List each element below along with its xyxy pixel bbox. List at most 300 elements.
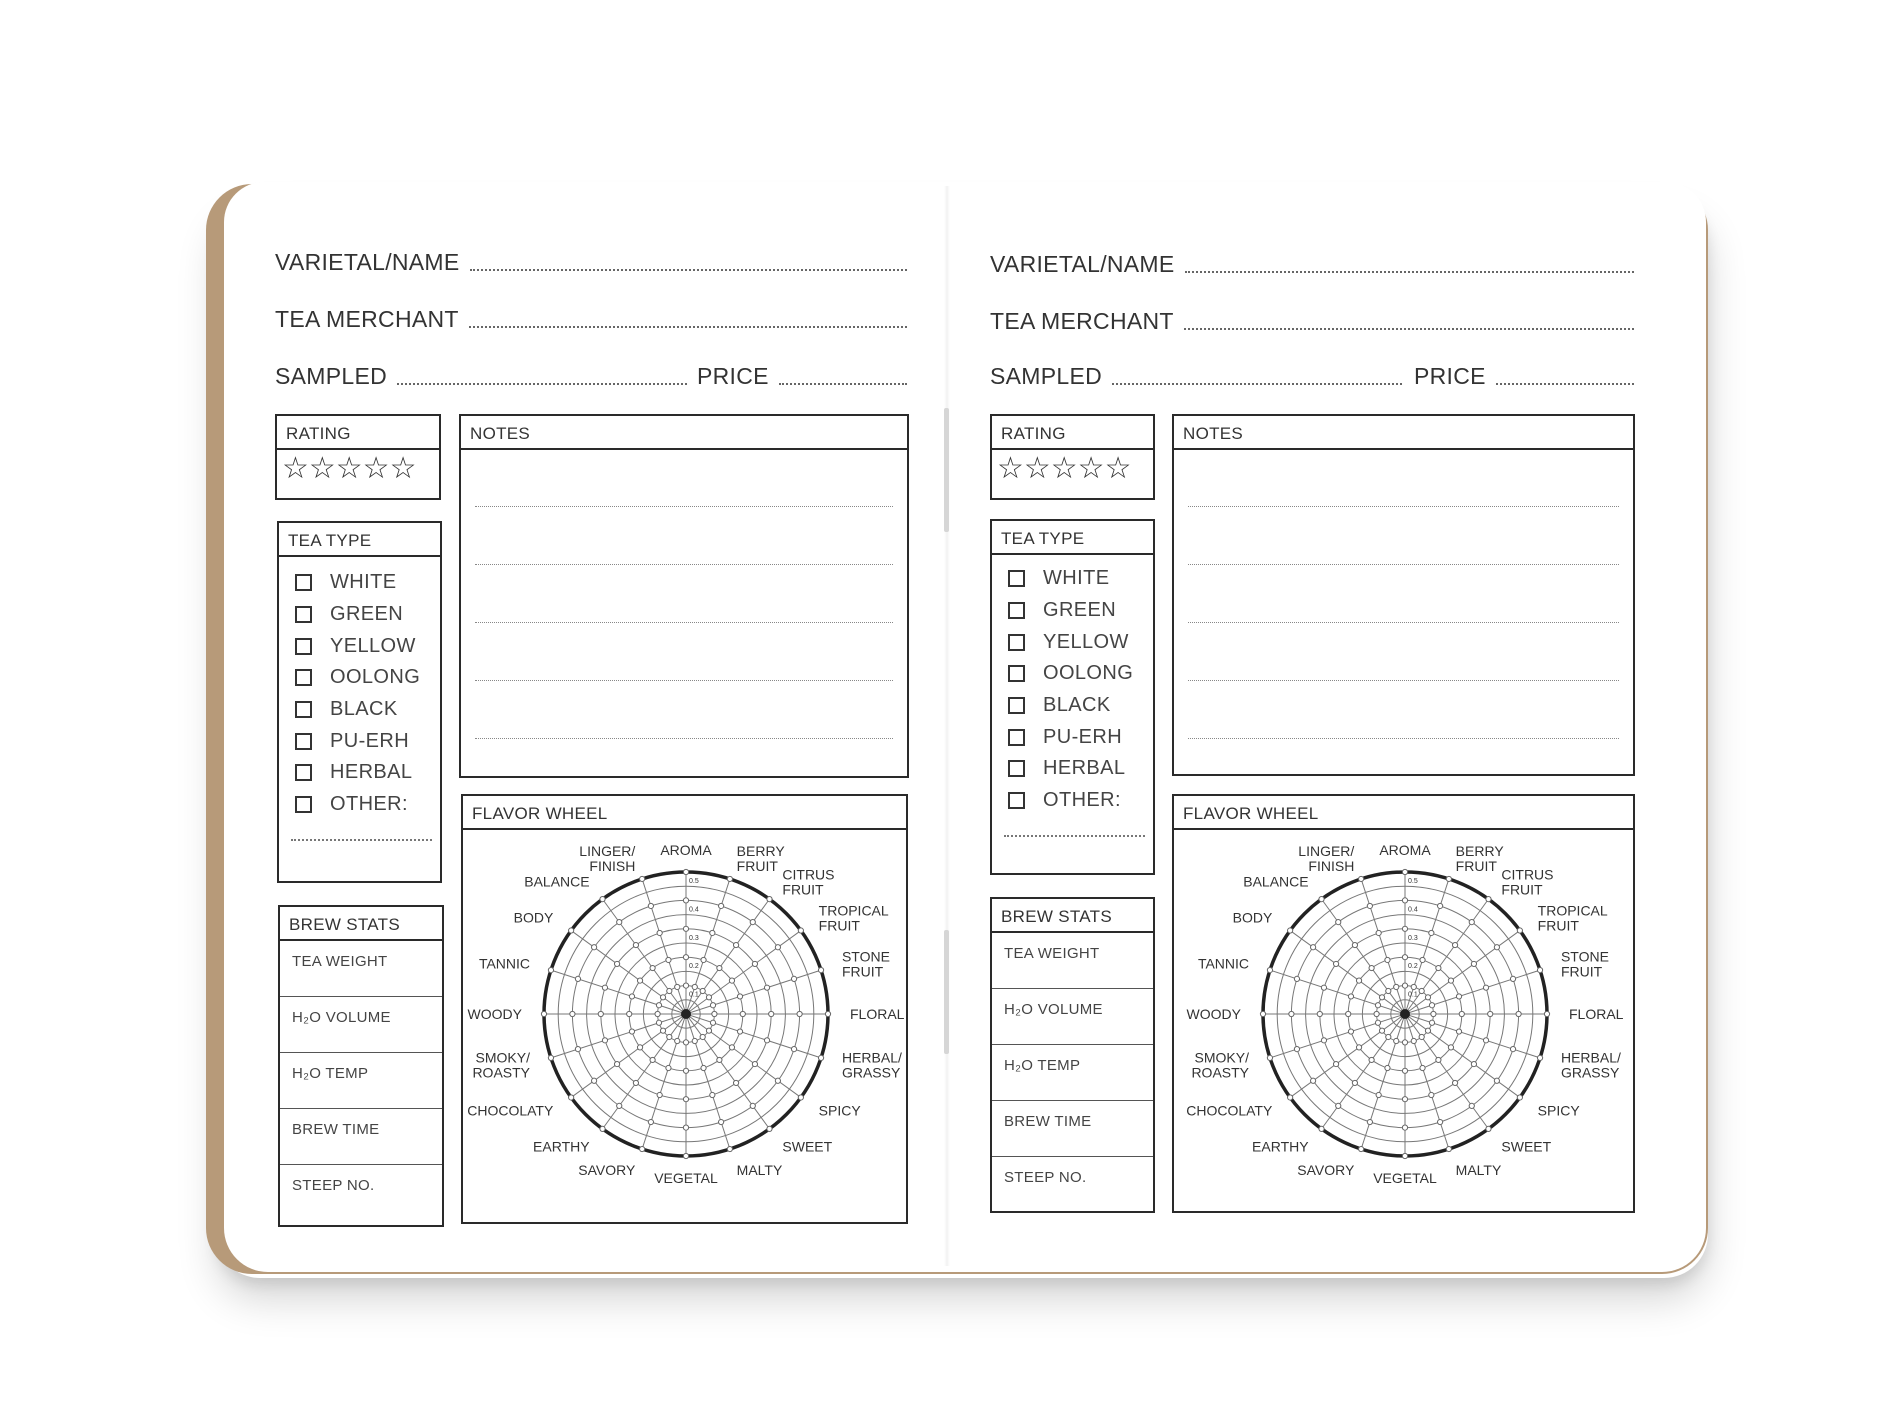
- wheel-node: [666, 1065, 671, 1070]
- wheel-node: [1420, 1065, 1425, 1070]
- other-write-in-line[interactable]: [1004, 835, 1145, 837]
- notes-line: [1188, 738, 1619, 739]
- tea-type-label: OTHER:: [1043, 789, 1121, 812]
- wheel-node: [683, 955, 688, 960]
- wheel-node: [683, 898, 688, 903]
- wheel-spoke: [603, 899, 686, 1014]
- wheel-node: [775, 1078, 780, 1083]
- wheel-node: [1402, 1040, 1407, 1045]
- wheel-node: [1469, 919, 1474, 924]
- flavor-wheel-title: FLAVOR WHEEL: [463, 796, 906, 830]
- checkbox[interactable]: [295, 733, 312, 750]
- checkbox[interactable]: [295, 764, 312, 781]
- wheel-node: [656, 1003, 661, 1008]
- wheel-label: [467, 1102, 554, 1118]
- wheel-node: [729, 978, 734, 983]
- brew-stat-row[interactable]: H₂O VOLUME: [280, 997, 442, 1053]
- wheel-node: [818, 1055, 823, 1060]
- wheel-node: [1288, 928, 1293, 933]
- tea-type-label: BLACK: [1043, 694, 1111, 717]
- wheel-node: [1494, 945, 1499, 950]
- checkbox[interactable]: [1008, 760, 1025, 777]
- wheel-node: [614, 1061, 619, 1066]
- wheel-label: [1501, 866, 1553, 897]
- wheel-scale-label: 0.4: [1408, 906, 1418, 914]
- wheel-label: [1379, 842, 1431, 858]
- wheel-node: [1333, 961, 1338, 966]
- wheel-node: [1394, 1038, 1399, 1043]
- wheel-node: [1471, 1061, 1476, 1066]
- wheel-scale-label: 0.1: [689, 991, 699, 999]
- wheel-node: [591, 945, 596, 950]
- wheel-node: [1429, 930, 1434, 935]
- flavor-wheel-diagram[interactable]: [1174, 830, 1632, 1210]
- wheel-node: [614, 961, 619, 966]
- wheel-node: [1486, 1126, 1491, 1131]
- checkbox[interactable]: [1008, 729, 1025, 746]
- wheel-node: [1260, 1011, 1265, 1016]
- wheel-scale-label: 0.2: [1408, 963, 1418, 971]
- brew-stat-row[interactable]: STEEP NO.: [1004, 1169, 1087, 1186]
- wheel-node: [683, 1068, 688, 1073]
- wheel-node: [727, 876, 732, 881]
- tea-type-option[interactable]: [279, 630, 440, 662]
- wheel-scale-label: 0.5: [689, 878, 699, 885]
- wheel-label-line: LINGER/: [579, 843, 636, 860]
- tea-type-box: [990, 519, 1155, 875]
- wheel-node: [648, 903, 653, 908]
- tea-type-label: HERBAL: [330, 761, 413, 784]
- wheel-node: [1402, 869, 1407, 874]
- price-field[interactable]: [1414, 358, 1634, 388]
- sampled-field[interactable]: [275, 358, 687, 388]
- wheel-node: [1379, 995, 1384, 1000]
- wheel-node: [737, 1029, 742, 1034]
- brew-stat-row[interactable]: TEA WEIGHT: [280, 941, 442, 997]
- wheel-label: [1561, 1050, 1621, 1081]
- tea-type-option[interactable]: [279, 757, 440, 789]
- wheel-node: [602, 1038, 607, 1043]
- wheel-label-line: GRASSY: [841, 1064, 901, 1081]
- wheel-node: [1359, 876, 1364, 881]
- wheel-node: [640, 1146, 645, 1151]
- wheel-node: [1516, 1011, 1521, 1016]
- tea-type-option[interactable]: [992, 563, 1153, 595]
- wheel-node: [1386, 988, 1391, 993]
- wheel-node: [729, 1045, 734, 1050]
- wheel-label: [479, 955, 530, 971]
- wheel-label-line: TROPICAL: [818, 902, 889, 919]
- checkbox[interactable]: [295, 606, 312, 623]
- wheel-node: [683, 869, 688, 874]
- checkbox[interactable]: [1008, 697, 1025, 714]
- wheel-spoke: [1322, 899, 1405, 1014]
- wheel-label-line: LINGER/: [1298, 843, 1355, 860]
- wheel-node: [717, 965, 722, 970]
- wheel-label: [1252, 1139, 1309, 1155]
- wheel-label-line: SPICY: [818, 1102, 861, 1119]
- wheel-label-line: SMOKY/: [1194, 1049, 1250, 1066]
- wheel-node: [701, 957, 706, 962]
- wheel-label-line: SAVORY: [578, 1161, 636, 1178]
- binding-fold: [944, 186, 950, 1266]
- wheel-node: [733, 942, 738, 947]
- wheel-node: [1452, 942, 1457, 947]
- sampled-label: SAMPLED: [990, 363, 1103, 389]
- wheel-node: [1431, 1011, 1436, 1016]
- binding-staple-top: [944, 408, 949, 532]
- wheel-node: [570, 1011, 575, 1016]
- merchant-line: [1184, 328, 1634, 330]
- wheel-node: [683, 1097, 688, 1102]
- brew-stat-row[interactable]: H₂O VOLUME: [992, 989, 1153, 1045]
- wheel-scale-label: 0.4: [689, 906, 699, 914]
- wheel-node: [569, 1095, 574, 1100]
- varietal-label: VARIETAL/NAME: [990, 251, 1175, 277]
- tea-type-label: OTHER:: [330, 793, 408, 816]
- wheel-node: [1438, 1119, 1443, 1124]
- wheel-node: [701, 1065, 706, 1070]
- wheel-spoke: [1405, 1014, 1520, 1097]
- wheel-node: [769, 1011, 774, 1016]
- wheel-label: [660, 842, 712, 858]
- tea-type-option[interactable]: [279, 599, 440, 631]
- price-field[interactable]: [697, 358, 907, 388]
- wheel-node: [598, 1011, 603, 1016]
- wheel-node: [657, 1092, 662, 1097]
- wheel-node: [683, 983, 688, 988]
- brew-stat-row[interactable]: BREW TIME: [992, 1101, 1153, 1157]
- wheel-center-dot: [1400, 1009, 1410, 1019]
- wheel-label: [1538, 903, 1608, 934]
- wheel-node: [1367, 903, 1372, 908]
- wheel-node: [752, 1061, 757, 1066]
- wheel-label-line: FRUIT: [1560, 963, 1603, 980]
- wheel-node: [1436, 1057, 1441, 1062]
- wheel-label-line: SWEET: [782, 1138, 833, 1155]
- sampled-field[interactable]: [990, 358, 1402, 388]
- wheel-label-line: SAVORY: [1297, 1161, 1355, 1178]
- tea-type-label: GREEN: [330, 603, 404, 626]
- checkbox[interactable]: [1008, 665, 1025, 682]
- wheel-node: [683, 926, 688, 931]
- wheel-node: [683, 1040, 688, 1045]
- checkbox[interactable]: [1008, 634, 1025, 651]
- tea-type-title: TEA TYPE: [279, 523, 440, 557]
- other-write-in-line[interactable]: [291, 839, 432, 841]
- wheel-label-line: CHOCOLATY: [1186, 1102, 1273, 1119]
- wheel-node: [629, 994, 634, 999]
- wheel-node: [797, 1011, 802, 1016]
- brew-stat-row[interactable]: H₂O TEMP: [992, 1045, 1153, 1101]
- wheel-label-line: CHOCOLATY: [467, 1102, 554, 1119]
- wheel-node: [656, 1020, 661, 1025]
- wheel-node: [657, 930, 662, 935]
- wheel-node: [1456, 994, 1461, 999]
- wheel-label-line: BALANCE: [1243, 873, 1309, 890]
- wheel-node: [1517, 928, 1522, 933]
- wheel-node: [575, 1047, 580, 1052]
- tea-type-option[interactable]: [992, 658, 1153, 690]
- wheel-node: [712, 1011, 717, 1016]
- wheel-node: [692, 1038, 697, 1043]
- wheel-node: [733, 1080, 738, 1085]
- tea-type-label: YELLOW: [330, 634, 416, 657]
- merchant-field[interactable]: [990, 303, 1634, 333]
- wheel-node: [775, 945, 780, 950]
- wheel-label-line: TROPICAL: [1537, 902, 1608, 919]
- wheel-node: [627, 1011, 632, 1016]
- wheel-label-line: BODY: [513, 909, 554, 926]
- notes-lines[interactable]: [1174, 450, 1633, 739]
- wheel-label-line: WOODY: [467, 1006, 522, 1022]
- wheel-node: [1294, 1047, 1299, 1052]
- brew-stats-title: BREW STATS: [992, 899, 1153, 933]
- tea-type-option[interactable]: [992, 721, 1153, 753]
- wheel-label: [1186, 1102, 1273, 1118]
- wheel-node: [548, 1055, 553, 1060]
- tea-type-label: OOLONG: [330, 666, 421, 689]
- wheel-node: [1310, 945, 1315, 950]
- wheel-node: [629, 1029, 634, 1034]
- wheel-node: [650, 1057, 655, 1062]
- notes-title: NOTES: [461, 416, 907, 450]
- wheel-node: [633, 942, 638, 947]
- notes-line: [475, 738, 893, 739]
- wheel-label: [1187, 1006, 1242, 1022]
- wheel-node: [637, 1045, 642, 1050]
- wheel-node: [1376, 1092, 1381, 1097]
- wheel-node: [1321, 985, 1326, 990]
- wheel-node: [1402, 1068, 1407, 1073]
- tea-type-label: HERBAL: [1043, 757, 1126, 780]
- wheel-node: [717, 1057, 722, 1062]
- wheel-node: [1336, 919, 1341, 924]
- tea-type-option[interactable]: [279, 789, 440, 821]
- checkbox[interactable]: [295, 796, 312, 813]
- flavor-wheel-box: [1172, 794, 1635, 1213]
- wheel-label-line: TANNIC: [1197, 955, 1250, 972]
- wheel-label-line: FINISH: [589, 858, 636, 875]
- flavor-wheel-diagram[interactable]: [463, 830, 905, 1221]
- wheel-node: [1294, 976, 1299, 981]
- wheel-node: [1429, 1020, 1434, 1025]
- wheel-label-line: ROASTY: [472, 1064, 531, 1081]
- wheel-label: [1243, 873, 1308, 889]
- varietal-field[interactable]: [990, 246, 1634, 276]
- rating-title: RATING: [992, 416, 1153, 450]
- wheel-node: [1346, 1011, 1351, 1016]
- wheel-node: [1436, 965, 1441, 970]
- wheel-node: [1386, 1034, 1391, 1039]
- tea-type-label: WHITE: [330, 571, 397, 594]
- wheel-label: [1456, 843, 1505, 874]
- wheel-label: [468, 1006, 523, 1022]
- wheel-node: [1510, 976, 1515, 981]
- wheel-node: [617, 1103, 622, 1108]
- wheel-node: [655, 1011, 660, 1016]
- notes-box: [1172, 414, 1635, 776]
- brew-stats-box: [990, 897, 1155, 1213]
- wheel-label: [472, 1050, 530, 1081]
- wheel-node: [666, 957, 671, 962]
- checkbox[interactable]: [295, 669, 312, 686]
- brew-stat-row[interactable]: H₂O TEMP: [280, 1053, 442, 1109]
- wheel-node: [648, 1119, 653, 1124]
- tea-type-label: PU-ERH: [1043, 725, 1123, 748]
- wheel-node: [1411, 1038, 1416, 1043]
- tea-type-option[interactable]: [992, 595, 1153, 627]
- wheel-node: [1448, 1045, 1453, 1050]
- wheel-label-line: ROASTY: [1191, 1064, 1250, 1081]
- brew-stats-title: BREW STATS: [280, 907, 442, 941]
- wheel-node: [1376, 930, 1381, 935]
- wheel-node: [1510, 1047, 1515, 1052]
- tea-type-option[interactable]: [992, 785, 1153, 817]
- wheel-node: [692, 984, 697, 989]
- wheel-node: [675, 1038, 680, 1043]
- tea-type-option[interactable]: [279, 694, 440, 726]
- wheel-label: [1297, 1162, 1355, 1178]
- checkbox[interactable]: [1008, 792, 1025, 809]
- wheel-node: [1402, 898, 1407, 903]
- wheel-node: [818, 968, 823, 973]
- wheel-node: [750, 919, 755, 924]
- wheel-node: [700, 1034, 705, 1039]
- wheel-node: [798, 928, 803, 933]
- wheel-spoke: [603, 1014, 686, 1129]
- wheel-label-line: STONE: [841, 948, 890, 965]
- wheel-node: [1333, 1061, 1338, 1066]
- notes-lines[interactable]: [461, 450, 907, 739]
- wheel-label: [1501, 1139, 1551, 1155]
- wheel-node: [1367, 1119, 1372, 1124]
- wheel-node: [1438, 903, 1443, 908]
- wheel-label-line: BERRY: [736, 843, 785, 860]
- flavor-wheel-title: FLAVOR WHEEL: [1174, 796, 1633, 830]
- wheel-label-line: CITRUS: [782, 866, 835, 883]
- wheel-node: [617, 919, 622, 924]
- tea-type-option[interactable]: [992, 753, 1153, 785]
- wheel-scale-label: 0.3: [1408, 934, 1418, 942]
- tea-type-option[interactable]: [279, 662, 440, 694]
- wheel-label-line: EARTHY: [533, 1138, 590, 1155]
- checkbox[interactable]: [1008, 602, 1025, 619]
- price-line: [1496, 383, 1634, 385]
- rating-stars[interactable]: ☆☆☆☆☆: [997, 452, 1132, 485]
- wheel-node: [667, 988, 672, 993]
- wheel-node: [1544, 1011, 1549, 1016]
- wheel-label-line: FLORAL: [1569, 1006, 1624, 1022]
- wheel-label: [1233, 910, 1273, 926]
- wheel-label: [842, 1050, 902, 1081]
- wheel-label: [1538, 1102, 1581, 1118]
- wheel-label-line: SPICY: [1537, 1102, 1580, 1119]
- checkbox[interactable]: [295, 638, 312, 655]
- wheel-spoke: [1290, 1014, 1405, 1097]
- brew-stat-row[interactable]: STEEP NO.: [292, 1177, 375, 1194]
- tea-type-label: OOLONG: [1043, 662, 1134, 685]
- wheel-label-line: VEGETAL: [654, 1170, 718, 1186]
- wheel-label-line: BALANCE: [524, 873, 590, 890]
- wheel-node: [767, 897, 772, 902]
- wheel-label: [737, 843, 786, 874]
- wheel-label-line: FINISH: [1308, 858, 1355, 875]
- wheel-label-line: MALTY: [736, 1161, 783, 1178]
- wheel-node: [791, 1047, 796, 1052]
- wheel-node: [1385, 1065, 1390, 1070]
- varietal-line: [1185, 271, 1634, 273]
- varietal-field[interactable]: [275, 244, 907, 274]
- wheel-node: [1356, 1045, 1361, 1050]
- wheel-center-dot: [681, 1009, 691, 1019]
- rating-stars[interactable]: ☆☆☆☆☆: [282, 452, 417, 485]
- wheel-spoke: [571, 931, 686, 1014]
- wheel-label: [1373, 1170, 1437, 1186]
- wheel-label-line: FLORAL: [850, 1006, 905, 1022]
- wheel-node: [791, 976, 796, 981]
- wheel-node: [706, 1028, 711, 1033]
- sampled-line: [1112, 383, 1402, 385]
- tea-type-option[interactable]: [992, 690, 1153, 722]
- wheel-node: [798, 1095, 803, 1100]
- checkbox[interactable]: [295, 701, 312, 718]
- wheel-node: [1321, 1038, 1326, 1043]
- binding-staple-bottom: [944, 930, 949, 1054]
- wheel-label: [1561, 948, 1609, 979]
- wheel-node: [1402, 983, 1407, 988]
- wheel-node: [1374, 1011, 1379, 1016]
- tea-type-option[interactable]: [279, 567, 440, 599]
- wheel-label: [737, 1162, 783, 1178]
- wheel-node: [1385, 957, 1390, 962]
- wheel-node: [764, 1038, 769, 1043]
- wheel-label: [1198, 955, 1249, 971]
- wheel-node: [700, 988, 705, 993]
- wheel-node: [1359, 1146, 1364, 1151]
- merchant-label: TEA MERCHANT: [990, 308, 1174, 334]
- wheel-node: [1429, 1003, 1434, 1008]
- wheel-label-line: AROMA: [660, 842, 712, 858]
- wheel-label: [578, 1162, 636, 1178]
- wheel-node: [1369, 965, 1374, 970]
- wheel-node: [1419, 1034, 1424, 1039]
- tea-type-option[interactable]: [992, 626, 1153, 658]
- wheel-label: [654, 1170, 718, 1186]
- wheel-label: [842, 948, 890, 979]
- merchant-field[interactable]: [275, 301, 907, 331]
- wheel-node: [1402, 1153, 1407, 1158]
- merchant-line: [469, 326, 907, 328]
- checkbox[interactable]: [295, 574, 312, 591]
- wheel-node: [637, 978, 642, 983]
- wheel-node: [683, 1153, 688, 1158]
- wheel-node: [591, 1078, 596, 1083]
- brew-stat-row[interactable]: TEA WEIGHT: [992, 933, 1153, 989]
- tea-type-label: BLACK: [330, 698, 398, 721]
- tea-type-option[interactable]: [279, 725, 440, 757]
- wheel-node: [1452, 1080, 1457, 1085]
- notes-title: NOTES: [1174, 416, 1633, 450]
- wheel-label: [819, 1102, 862, 1118]
- wheel-node: [1356, 978, 1361, 983]
- brew-stat-row[interactable]: BREW TIME: [280, 1109, 442, 1165]
- checkbox[interactable]: [1008, 570, 1025, 587]
- tea-type-label: WHITE: [1043, 567, 1110, 590]
- wheel-label-line: MALTY: [1455, 1161, 1502, 1178]
- wheel-node: [1483, 985, 1488, 990]
- tea-type-label: YELLOW: [1043, 630, 1129, 653]
